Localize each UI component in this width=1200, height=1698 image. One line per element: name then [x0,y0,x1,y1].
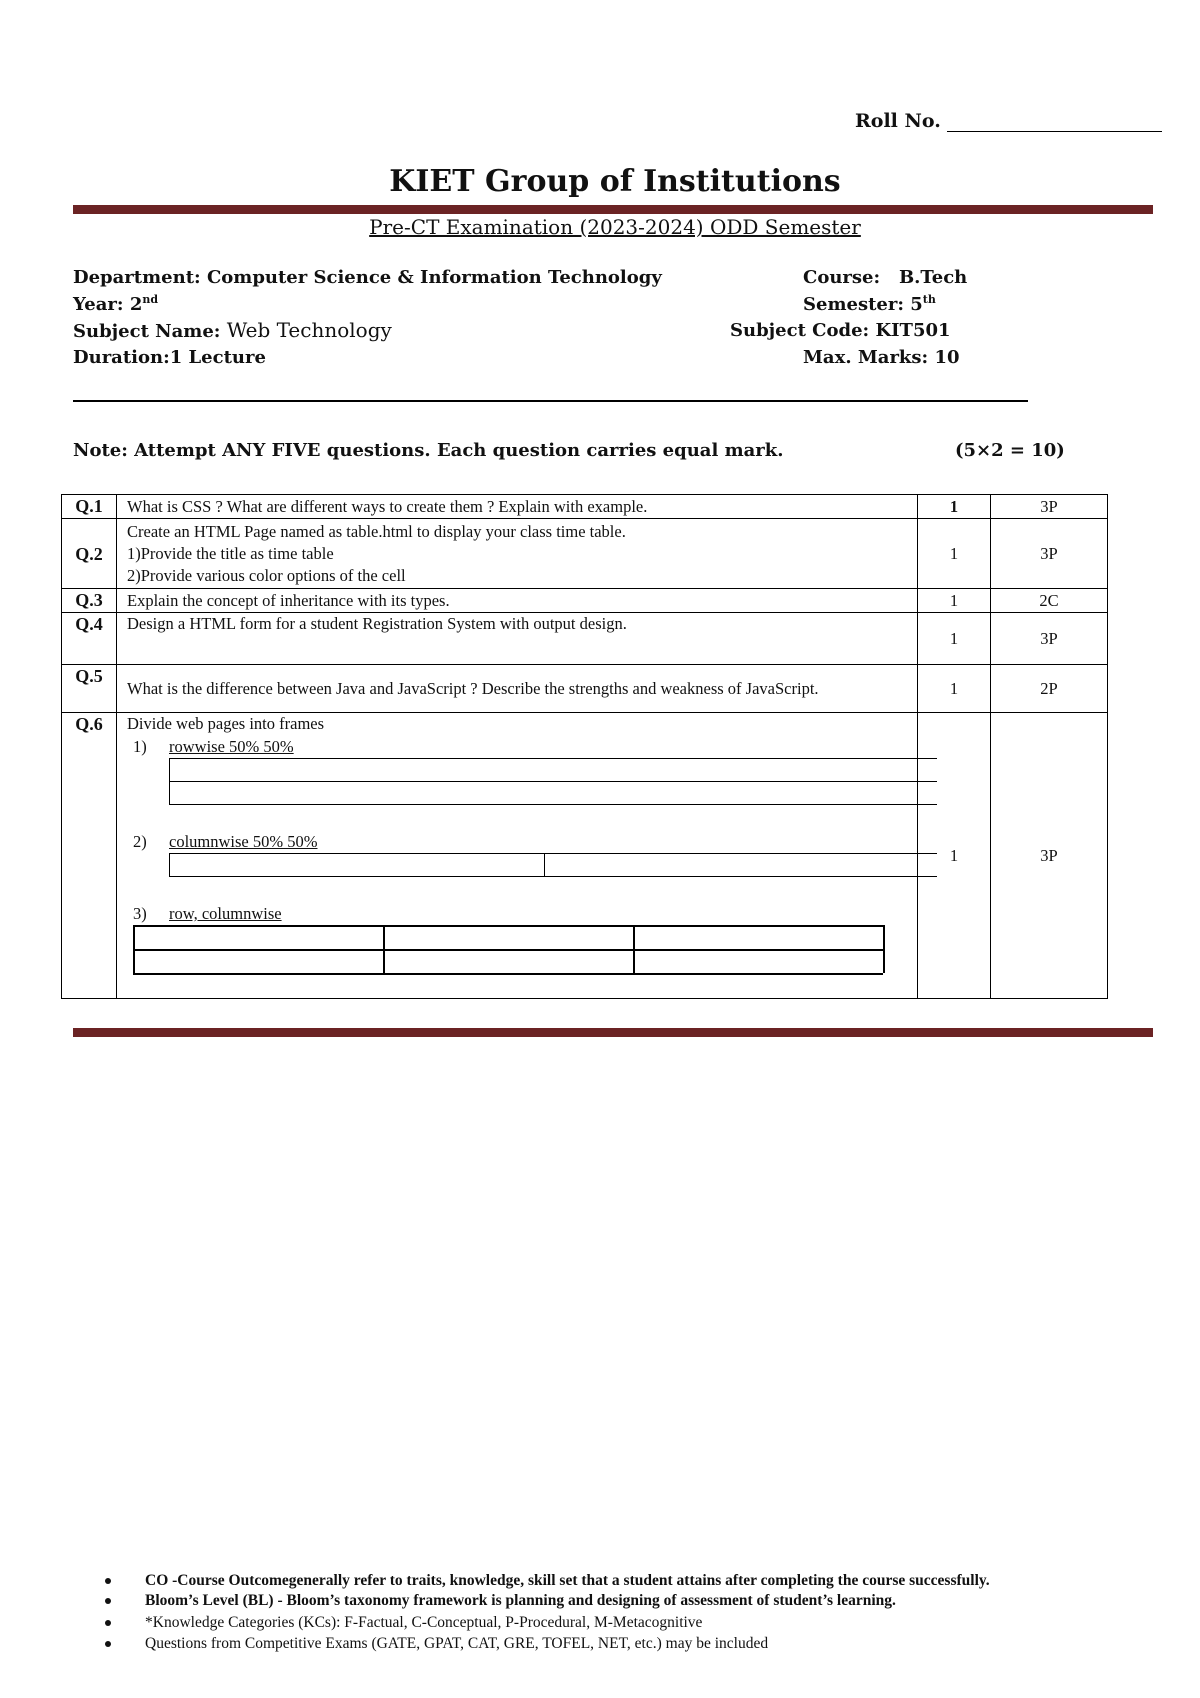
max-marks: Max. Marks: 10 [803,347,960,368]
question-number: Q.6 [62,713,117,999]
roll-number-field [855,110,1162,132]
co-value: 1 [918,589,991,613]
question-text: Explain the concept of inheritance with its types. [117,589,918,613]
question-row [62,589,1108,613]
row-frame-line [169,804,937,805]
co-value: 1 [918,665,991,713]
footer-divider-bar [73,1028,1153,1037]
bl-value: 2C [991,589,1108,613]
question-number: Q.2 [62,519,117,589]
row-frame-line [169,758,170,804]
bullet-icon [105,1598,111,1604]
grid-frame-line [883,925,885,973]
bl-value: 3P [991,519,1108,589]
subject-name: Subject Name: Web Technology [73,318,392,342]
question-number: Q.1 [62,495,117,519]
roll-number-blank [947,113,1162,132]
co-value: 1 [918,713,991,999]
question-row [62,713,1108,999]
column-frame-line [544,853,545,876]
bullet-icon [105,1620,111,1626]
meta-divider-line [73,400,1028,402]
header-divider-bar [73,205,1153,214]
question-text [117,713,918,999]
question-text: Design a HTML form for a student Registration System with output design. [117,613,918,665]
duration: Duration:1 Lecture [73,347,266,368]
exam-title: Pre-CT Examination (2023-2024) ODD Semester [369,215,861,239]
grid-frame-line [133,925,883,927]
institution-title: KIET Group of Institutions [389,164,841,199]
question-row [62,495,1108,519]
grid-frame-line [633,925,635,973]
semester: Semester: 5th [803,293,936,315]
question-row [62,519,1108,589]
grid-frame-line [383,925,385,973]
question-number: Q.4 [62,613,117,665]
co-value: 1 [918,495,991,519]
co-value: 1 [918,519,991,589]
question-number: Q.5 [62,665,117,713]
question-row [62,613,1108,665]
total-marks: (5×2 = 10) [955,440,1065,461]
year: Year: 2nd [73,293,159,315]
course: Course: B.Tech [803,267,968,288]
row-frame-line [169,758,937,759]
co-value: 1 [918,613,991,665]
question-text: What is the difference between Java and JavaScript ? Describe the strengths and weakness of JavaScript. [117,665,918,713]
column-frame-line [169,853,937,854]
grid-frame-line [133,925,135,973]
bl-value: 3P [991,613,1108,665]
question-text: Create an HTML Page named as table.html to display your class time table. 1)Provide the title as time table 2)Provide various color options of the cell [117,519,918,589]
grid-frame-line [133,949,883,951]
row-frame-line [169,781,937,782]
bullet-icon [105,1641,111,1647]
question-number: Q.3 [62,589,117,613]
questions-table [61,494,1108,999]
column-frame-line [169,853,170,876]
department: Department: Computer Science & Information Technology [73,267,662,288]
bl-value: 2P [991,665,1108,713]
instructions-note: Note: Attempt ANY FIVE questions. Each question carries equal mark. [73,440,784,461]
frames-diagram: Divide web pages into frames 1) rowwise 50% 50% 2) columnwise 50% 50% 3) row, columnwise [117,713,917,981]
column-frame-line [169,876,937,877]
question-row [62,665,1108,713]
question-text: What is CSS ? What are different ways to create them ? Explain with example. [117,495,918,519]
bl-value: 3P [991,713,1108,999]
bl-value: 3P [991,495,1108,519]
roll-number-label: Roll No. [855,110,941,132]
grid-frame-line [133,973,883,975]
subject-code: Subject Code: KIT501 [730,320,951,341]
bullet-icon [105,1578,111,1584]
